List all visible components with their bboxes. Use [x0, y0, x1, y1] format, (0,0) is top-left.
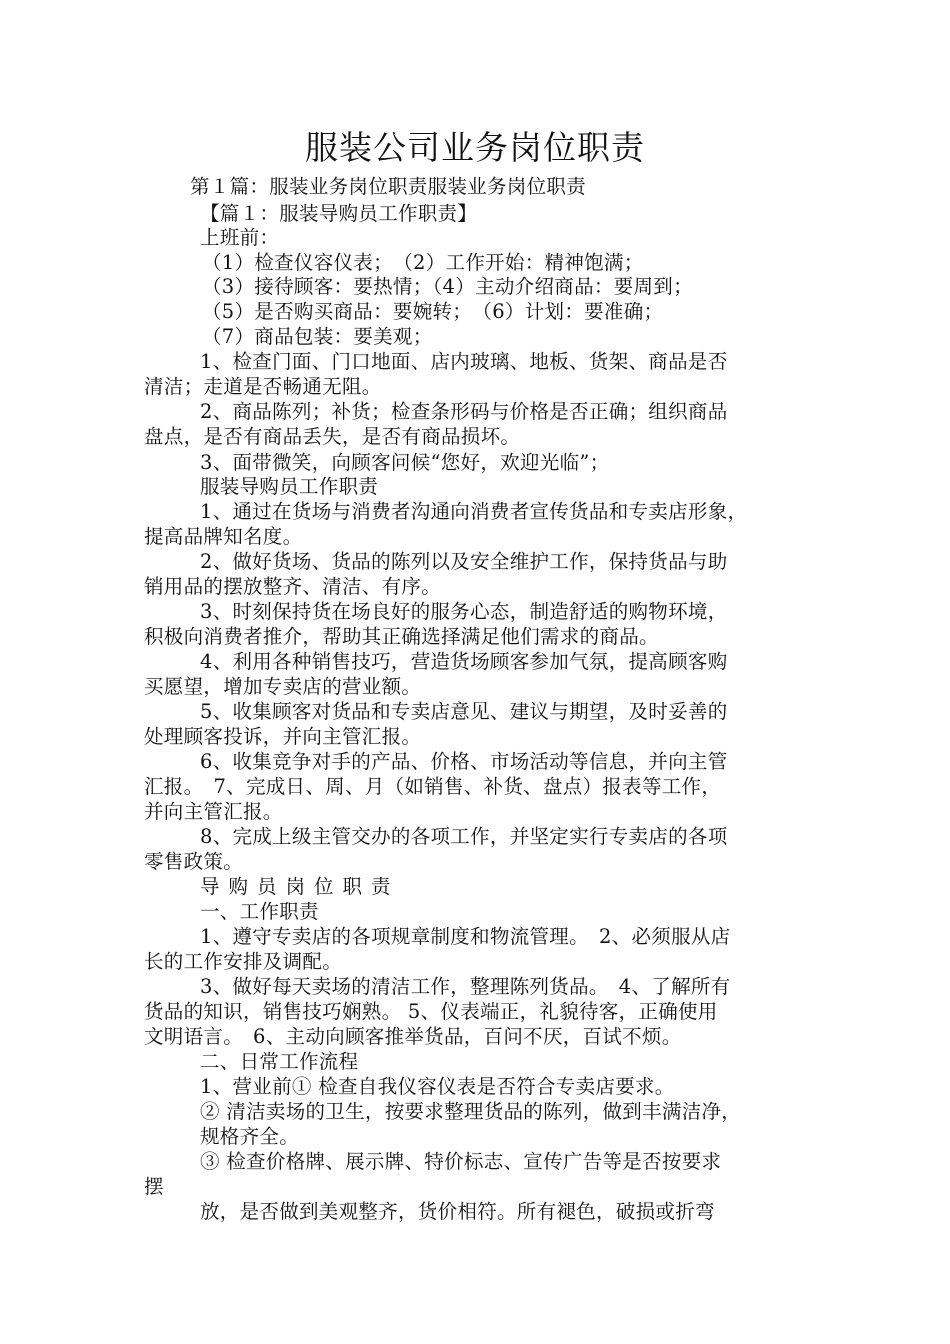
paragraph-line: 5、收集顾客对货品和专卖店意见、建议与期望，及时妥善的	[200, 700, 728, 723]
paragraph-line: 1、营业前① 检查自我仪容仪表是否符合专卖店要求。	[200, 1075, 675, 1098]
paragraph-line: 1、通过在货场与消费者沟通向消费者宣传货品和专卖店形象，	[200, 500, 748, 523]
paragraph-line: 买愿望，增加专卖店的营业额。	[144, 675, 422, 698]
paragraph-line: 并向主管汇报。	[144, 800, 283, 823]
subheading: 二、日常工作流程	[200, 1050, 359, 1073]
paragraph-line: 货品的知识，销售技巧娴熟。 5、仪表端正，礼貌待客，正确使用	[144, 1000, 718, 1023]
paragraph-line: 2、商品陈列；补货；检查条形码与价格是否正确；组织商品	[200, 400, 728, 423]
paragraph-line: 积极向消费者推介，帮助其正确选择满足他们需求的商品。	[144, 625, 659, 648]
subheading: 服装导购员工作职责	[200, 475, 379, 498]
paragraph-line: 放，是否做到美观整齐，货价相符。所有褪色，破损或折弯	[200, 1200, 715, 1223]
paragraph-line: 提高品牌知名度。	[144, 525, 303, 548]
paragraph-line: 2、做好货场、货品的陈列以及安全维护工作，保持货品与助	[200, 550, 728, 573]
paragraph-line: 3、做好每天卖场的清洁工作，整理陈列货品。 4、了解所有	[200, 975, 731, 998]
paragraph-line: 上班前：	[200, 226, 280, 249]
paragraph-line: 3、时刻保持货在场良好的服务心态，制造舒适的购物环境，	[200, 600, 728, 623]
paragraph-line: 6、收集竞争对手的产品、价格、市场活动等信息，并向主管	[200, 750, 728, 773]
paragraph-line: （1）检查仪容仪表； （2）工作开始：精神饱满；	[202, 251, 644, 274]
paragraph-line: 盘点，是否有商品丢失，是否有商品损坏。	[144, 425, 521, 448]
paragraph-line: （7）商品包装：要美观；	[202, 325, 433, 348]
paragraph-line: 3、面带微笑，向顾客问候“您好，欢迎光临”；	[200, 451, 610, 474]
subheading: 一、工作职责	[200, 900, 319, 923]
paragraph-line: 长的工作安排及调配。	[144, 950, 343, 973]
paragraph-line: （3）接待顾客：要热情；（4）主动介绍商品：要周到；	[202, 275, 693, 298]
paragraph-line: 清洁；走道是否畅通无阻。	[144, 375, 382, 398]
subheading: 导购员岗位职责	[200, 875, 400, 898]
chapter-heading: 第１篇：服装业务岗位职责服装业务岗位职责	[190, 175, 587, 198]
paragraph-line: 摆	[144, 1175, 164, 1198]
section-heading: 【篇１：服装导购员工作职责】	[200, 202, 478, 225]
paragraph-line: 处理顾客投诉，并向主管汇报。	[144, 725, 422, 748]
paragraph-line: 8、完成上级主管交办的各项工作，并坚定实行专卖店的各项	[200, 825, 728, 848]
paragraph-line: （5）是否购买商品：要婉转； （6）计划：要准确；	[202, 300, 664, 323]
paragraph-line: ② 清洁卖场的卫生，按要求整理货品的陈列，做到丰满洁净，	[200, 1100, 742, 1123]
paragraph-line: 零售政策。	[144, 850, 244, 873]
document-title: 服装公司业务岗位职责	[305, 128, 645, 167]
paragraph-line: 1、检查门面、门口地面、店内玻璃、地板、货架、商品是否	[200, 350, 728, 373]
paragraph-line: 4、利用各种销售技巧，营造货场顾客参加气氛，提高顾客购	[200, 650, 728, 673]
paragraph-line: 规格齐全。	[200, 1125, 300, 1148]
paragraph-line: 文明语言。 6、主动向顾客推举货品，百问不厌，百试不烦。	[144, 1025, 682, 1048]
paragraph-line: ③ 检查价格牌、展示牌、特价标志、宣传广告等是否按要求	[200, 1150, 722, 1173]
paragraph-line: 1、遵守专卖店的各项规章制度和物流管理。 2、必须服从店	[200, 925, 731, 948]
paragraph-line: 汇报。 7、完成日、周、月（如销售、补货、盘点）报表等工作，	[144, 775, 722, 798]
paragraph-line: 销用品的摆放整齐、清洁、有序。	[144, 575, 442, 598]
